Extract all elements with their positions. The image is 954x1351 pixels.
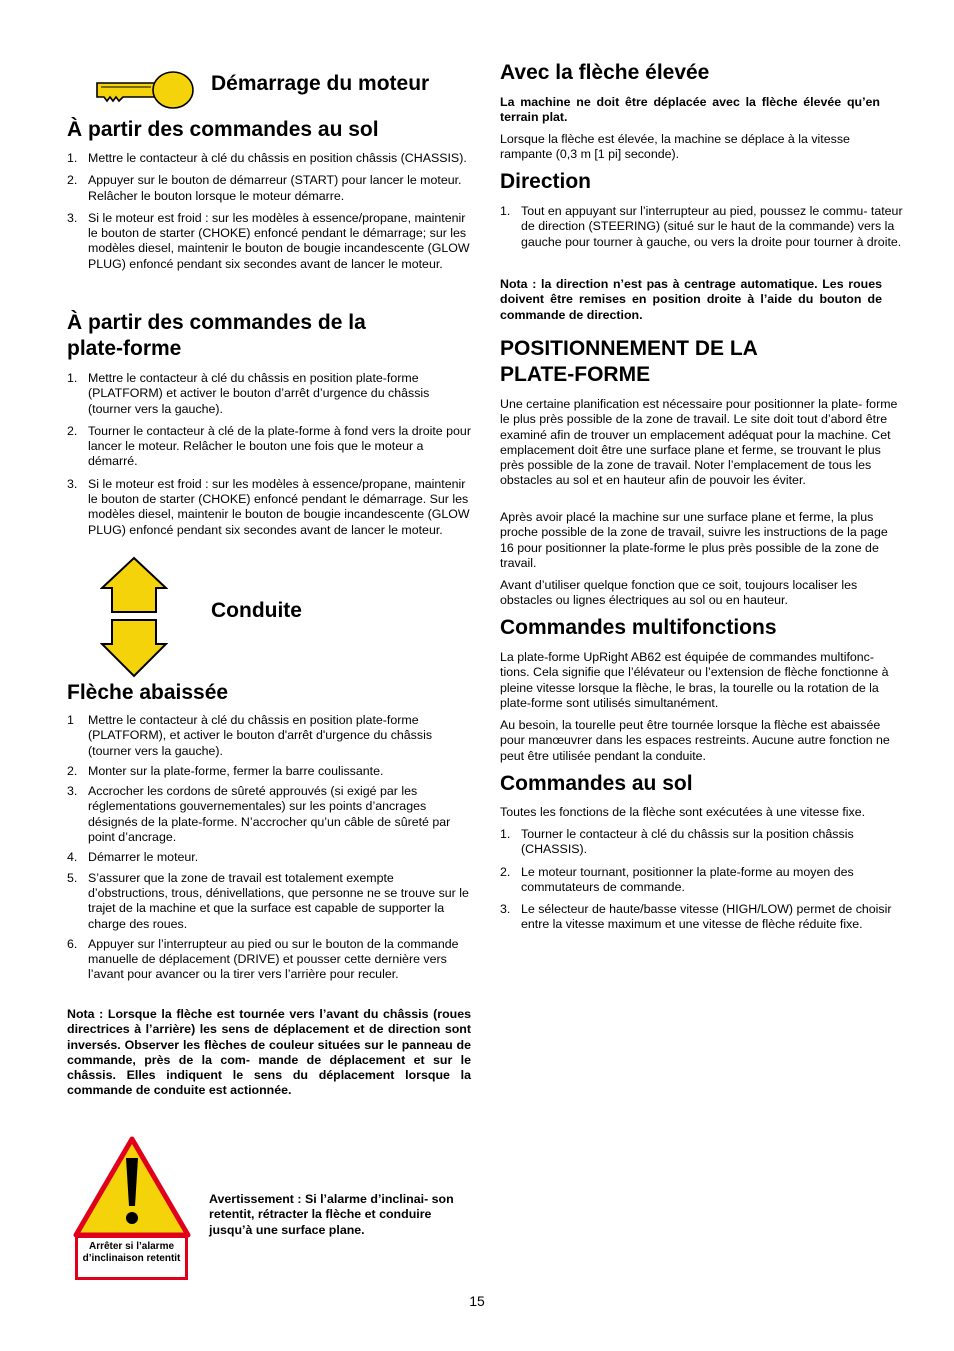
positioning-paragraph-1: Une certaine planification est nécessaire pour positionner la plate- forme le plus près possible de la zone de travail. Le site doit tout d’abord être examiné afin de trouver un emplacement adéquat pour la machine. Cet emplacement doit être une surface plane et ferme, se trouvant le plus près possible de la zone de travail. Noter l’emplacement de tous les obstacles au sol et en hauteur afin de pouvoir les éviter. xyxy=(500,397,898,488)
ground-controls-heading: À partir des commandes au sol xyxy=(67,118,379,141)
direction-reversal-note: Nota : Lorsque la flèche est tournée vers l’avant du châssis (roues directrices à l’arrière) les sens de déplacement et de direction sont inversés. Observer les flèches de couleur situées sur le panneau de commande, près de la com- mande de déplacement et sur le châssis. Elles indiquent le sens du déplacement lorsque la commande de conduite est actionnée. xyxy=(67,1007,471,1098)
list-item: 2. Monter sur la plate-forme, fermer la barre coulissante. xyxy=(67,763,384,778)
list-item: 2. Le moteur tournant, positionner la plate-forme au moyen des commutateurs de commande. xyxy=(500,864,854,894)
tilt-alarm-warning: Avertissement : Si l’alarme d’inclinai- son retentit, rétracter la flèche et conduire jusqu’à une surface plane. xyxy=(209,1192,454,1237)
list-item: 2. Appuyer sur le bouton de démarreur (START) pour lancer le moteur. Relâcher le bouton lorsque le moteur démarre. xyxy=(67,173,462,203)
platform-controls-heading: À partir des commandes de la plate-forme xyxy=(67,311,366,360)
ground-steps-list xyxy=(67,151,471,272)
list-item: 3. Si le moteur est froid : sur les modèles à essence/propane, maintenir le bouton de starter (CHOKE) enfoncé pendant le démarrage. Sur les modèles diesel, maintenir le bouton de bougie incandescente (GLOW PLUG) enfoncé pendant six secondes avant de lancer le moteur. xyxy=(67,476,470,537)
list-item: 1. Mettre le contacteur à clé du châssis en position plate-forme (PLATFORM) et activer le bouton d’arrêt d’urgence du châssis (tourner vers la gauche). xyxy=(67,371,430,416)
positioning-paragraph-2: Après avoir placé la machine sur une surface plane et ferme, la plus proche possible de la zone de travail, suivre les instructions de la page 16 pour positionner la plate-forme le plus près possible de la zone de travail. xyxy=(500,510,888,570)
platform-steps-list xyxy=(67,371,471,538)
raised-speed-text: Lorsque la flèche est élevée, la machine se déplace à la vitesse rampante (0,3 m [1 pi] seconde). xyxy=(500,132,850,162)
key-icon xyxy=(95,70,195,110)
list-item: 1. Tourner le contacteur à clé du châssis sur la position châssis (CHASSIS). xyxy=(500,827,854,857)
list-item: 3. Le sélecteur de haute/basse vitesse (HIGH/LOW) permet de choisir entre la vitesse maximum et une vitesse de flèche réduite fixe. xyxy=(500,902,892,932)
list-item: 1. Tout en appuyant sur l’interrupteur au pied, poussez le commu- tateur de direction (STEERING) (situé sur le haut de la commande) vers la gauche pour tourner à gauche, ou vers la droite pour tourner à droite. xyxy=(500,204,903,249)
positioning-heading: POSITIONNEMENT DE LA PLATE-FORME xyxy=(500,337,758,386)
multifunction-paragraph-1: La plate-forme UpRight AB62 est équipée de commandes multifonc- tions. Cela signifie que l’élévateur ou l’extension de flèche fonctionne à pleine vitesse lorsque la flèche, le bras, la tourelle ou la rotation de la plate-forme sont utilisés simultanément. xyxy=(500,650,889,710)
warning-triangle-icon xyxy=(73,1136,191,1238)
list-item: 3. Accrocher les cordons de sûreté approuvés (si exigé par les réglementations gouvernementales) sur les points d’ancrages désignés de la plate-forme. N’accrocher qu’un câble de sûreté par point d’ancrage. xyxy=(67,784,451,845)
raised-warning-text: La machine ne doit être déplacée avec la flèche élevée qu’en terrain plat. xyxy=(500,95,880,125)
boom-lowered-heading: Flèche abaissée xyxy=(67,681,229,704)
page-number: 15 xyxy=(469,1293,485,1309)
steering-note: Nota : la direction n’est pas à centrage automatique. Les roues doivent être remises en position droite à l’aide du bouton de commande de direction. xyxy=(500,277,882,322)
boom-raised-heading: Avec la flèche élevée xyxy=(500,61,710,84)
tilt-alarm-label: Arrêter si l’alarme d’inclinaison retentit xyxy=(75,1235,188,1280)
direction-steps-list xyxy=(500,204,904,250)
boom-ground-steps-list xyxy=(500,827,904,933)
engine-start-heading: Démarrage du moteur xyxy=(211,72,430,95)
direction-heading: Direction xyxy=(500,170,592,193)
list-item: 3. Si le moteur est froid : sur les modèles à essence/propane, maintenir le bouton de starter (CHOKE) enfoncé pendant le démarrage; sur les modèles diesel, maintenir le bouton de bougie incandescente (GLOW PLUG) enfoncé pendant six secondes avant de lancer le moteur. xyxy=(67,210,470,271)
multifunction-heading: Commandes multifonctions xyxy=(500,616,777,639)
list-item: 2. Tourner le contacteur à clé de la plate-forme à fond vers la droite pour lancer le moteur. Relâcher le bouton une fois que le moteur a démarré. xyxy=(67,423,471,469)
multifunction-paragraph-2: Au besoin, la tourelle peut être tournée lorsque la flèche est abaissée pour manœuvrer dans les espaces restreints. Aucune autre fonction ne peut être utilisée pendant la conduite. xyxy=(500,718,890,763)
ground-controls-boom-heading: Commandes au sol xyxy=(500,772,693,795)
list-item: 4. Démarrer le moteur. xyxy=(67,850,199,865)
list-item: 1 Mettre le contacteur à clé du châssis en position plate-forme (PLATFORM), et activer le bouton d'arrêt d'urgence du châssis (tourner vers la gauche). xyxy=(67,713,433,758)
ground-controls-intro: Toutes les fonctions de la flèche sont exécutées à une vitesse fixe. xyxy=(500,805,866,819)
up-down-arrows-icon xyxy=(100,556,168,678)
list-item: 1. Mettre le contacteur à clé du châssis en position châssis (CHASSIS). xyxy=(67,151,467,165)
positioning-paragraph-3: Avant d’utiliser quelque fonction que ce soit, toujours localiser les obstacles ou lignes électriques au sol ou en hauteur. xyxy=(500,578,858,608)
list-item: 6. Appuyer sur l’interrupteur au pied ou sur le bouton de la commande manuelle de déplacement (DRIVE) et pousser cette dernière vers l’avant pour avancer ou la tirer vers l’arrière pour reculer. xyxy=(67,936,459,982)
list-item: 5. S’assurer que la zone de travail est totalement exempte d’obstructions, trous, dénivellations, que personne ne se trouve sur le trajet de la machine et que la surface est capable de supporter la charge des roues. xyxy=(67,870,469,931)
driving-heading: Conduite xyxy=(211,599,302,622)
lowered-steps-list xyxy=(67,713,471,983)
